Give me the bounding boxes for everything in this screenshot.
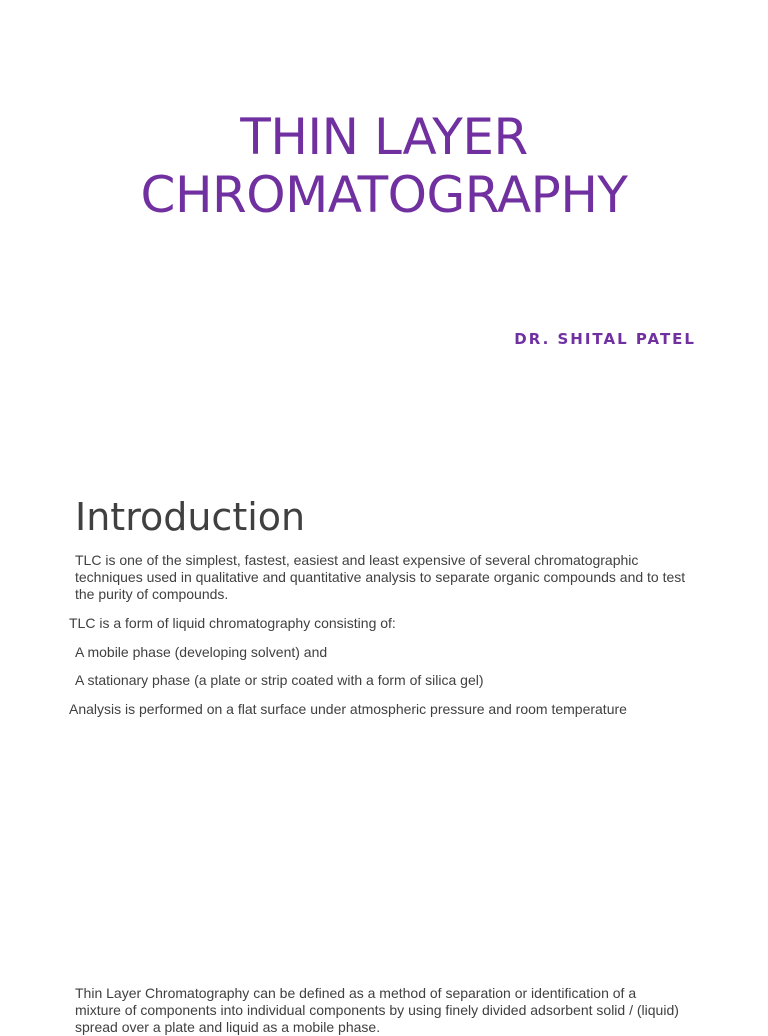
intro-paragraph: A stationary phase (a plate or strip coated with a form of silica gel) xyxy=(75,672,484,688)
introduction-heading: Introduction xyxy=(75,495,306,539)
intro-paragraph: TLC is one of the simplest, fastest, easiest and least expensive of several chromatographic techniques used in qualitative and quantitative analysis to separate organic compounds and to test the purity of compounds. xyxy=(75,552,686,602)
title-line-1: THIN LAYER xyxy=(240,108,528,166)
definition-slide xyxy=(0,940,768,1035)
author-name: DR. SHITAL PATEL xyxy=(514,330,696,348)
definition-text: Thin Layer Chromatography can be defined as a method of separation or identification of a mixture of components into individual components by using finely divided adsorbent solid / (liquid) spread over a plate and liquid as a mobile phase. xyxy=(75,985,679,1035)
intro-paragraph: TLC is a form of liquid chromatography consisting of: xyxy=(69,615,396,631)
title-line-2: CHROMATOGRAPHY xyxy=(140,166,628,224)
introduction-slide xyxy=(0,440,768,940)
intro-paragraph: A mobile phase (developing solvent) and xyxy=(75,644,328,660)
intro-paragraph: Analysis is performed on a flat surface under atmospheric pressure and room temperature xyxy=(69,701,627,717)
page-title xyxy=(0,108,768,224)
title-slide xyxy=(0,0,768,440)
